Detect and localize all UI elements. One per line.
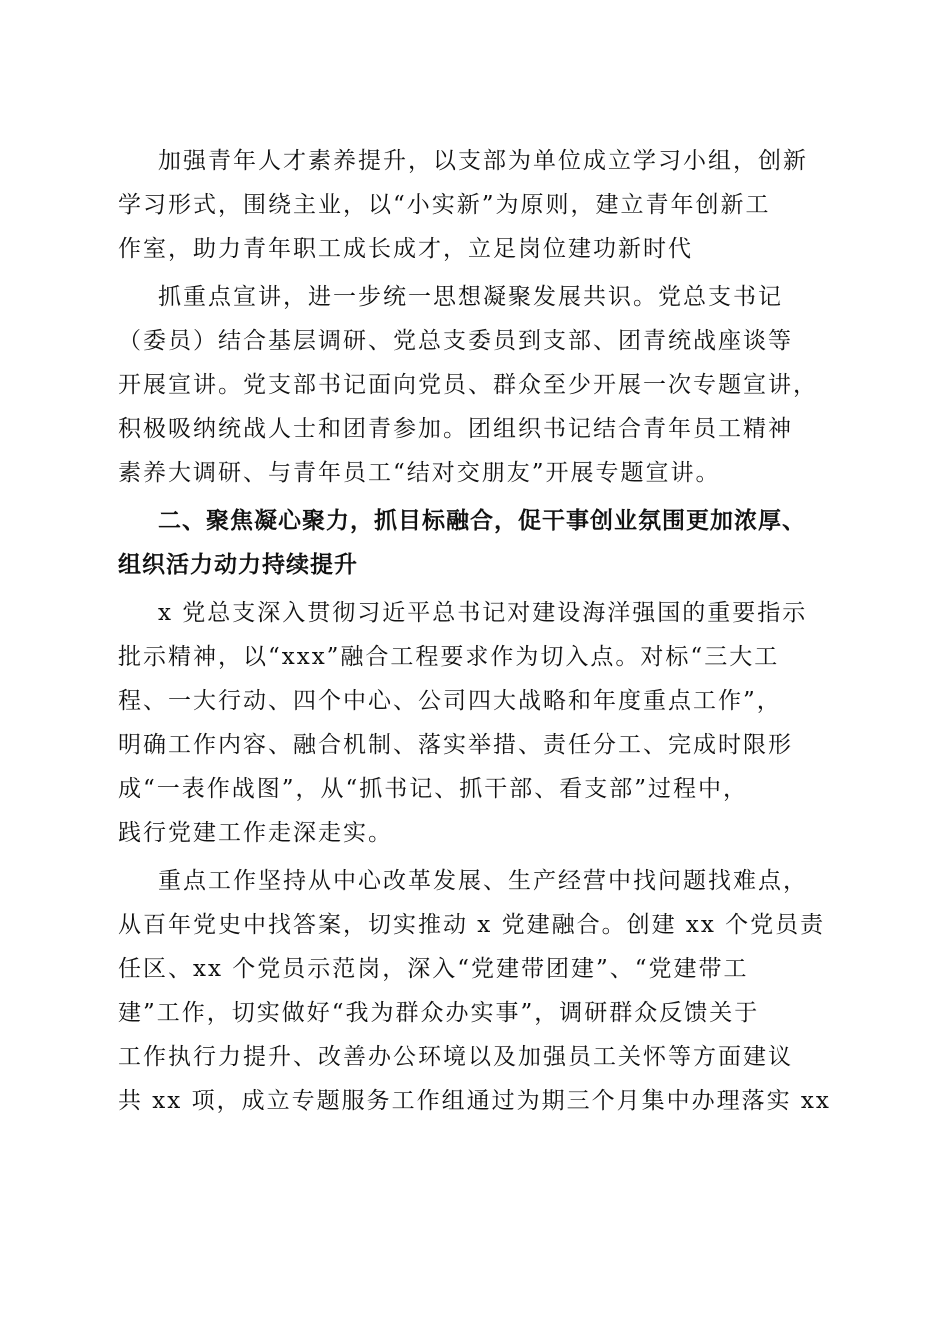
paragraph-2-line-2: （委员）结合基层调研、党总支委员到支部、团青统战座谈等: [118, 328, 793, 354]
paragraph-3-line-1: x 党总支深入贯彻习近平总书记对建设海洋强国的重要指示: [158, 600, 808, 626]
paragraph-2-line-5: 素养大调研、与青年员工“结对交朋友”开展专题宣讲。: [118, 460, 721, 486]
paragraph-4-line-4: 建”工作，切实做好“我为群众办实事”，调研群众反馈关于: [118, 1000, 760, 1026]
paragraph-4-line-5: 工作执行力提升、改善办公环境以及加强员工关怀等方面建议: [118, 1044, 793, 1070]
paragraph-3-line-3: 程、一大行动、四个中心、公司四大战略和年度重点工作”，: [118, 688, 782, 714]
paragraph-1-line-2: 学习形式，围绕主业，以“小实新”为原则，建立青年创新工: [118, 192, 771, 218]
section-heading-line-2: 组织活力动力持续提升: [118, 552, 358, 578]
paragraph-4-line-2: 从百年党史中找答案，切实推动 x 党建融合。创建 xx 个党员责: [118, 912, 826, 938]
paragraph-3-line-5: 成“一表作战图”，从“抓书记、抓干部、看支部”过程中，: [118, 776, 749, 802]
paragraph-2-line-3: 开展宣讲。党支部书记面向党员、群众至少开展一次专题宣讲，: [118, 372, 818, 398]
paragraph-1-line-3: 作室，助力青年职工成长成才，立足岗位建功新时代: [118, 236, 693, 262]
paragraph-4-line-6: 共 xx 项，成立专题服务工作组通过为期三个月集中办理落实 xx: [118, 1088, 831, 1114]
paragraph-3-line-2: 批示精神，以“xxx”融合工程要求作为切入点。对标“三大工: [118, 644, 780, 670]
paragraph-4-line-1: 重点工作坚持从中心改革发展、生产经营中找问题找难点，: [158, 868, 808, 894]
paragraph-2-line-1: 抓重点宣讲，进一步统一思想凝聚发展共识。党总支书记: [158, 284, 783, 310]
paragraph-4-line-3: 任区、xx 个党员示范岗，深入“党建带团建”、“党建带工: [118, 956, 749, 982]
paragraph-2-line-4: 积极吸纳统战人士和团青参加。团组织书记结合青年员工精神: [118, 416, 793, 442]
section-heading-line-1: 二、聚焦凝心聚力，抓目标融合，促干事创业氛围更加浓厚、: [158, 508, 806, 534]
paragraph-1-line-1: 加强青年人才素养提升，以支部为单位成立学习小组，创新: [158, 148, 808, 174]
paragraph-3-line-4: 明确工作内容、融合机制、落实举措、责任分工、完成时限形: [118, 732, 793, 758]
paragraph-3-line-6: 践行党建工作走深走实。: [118, 820, 393, 846]
